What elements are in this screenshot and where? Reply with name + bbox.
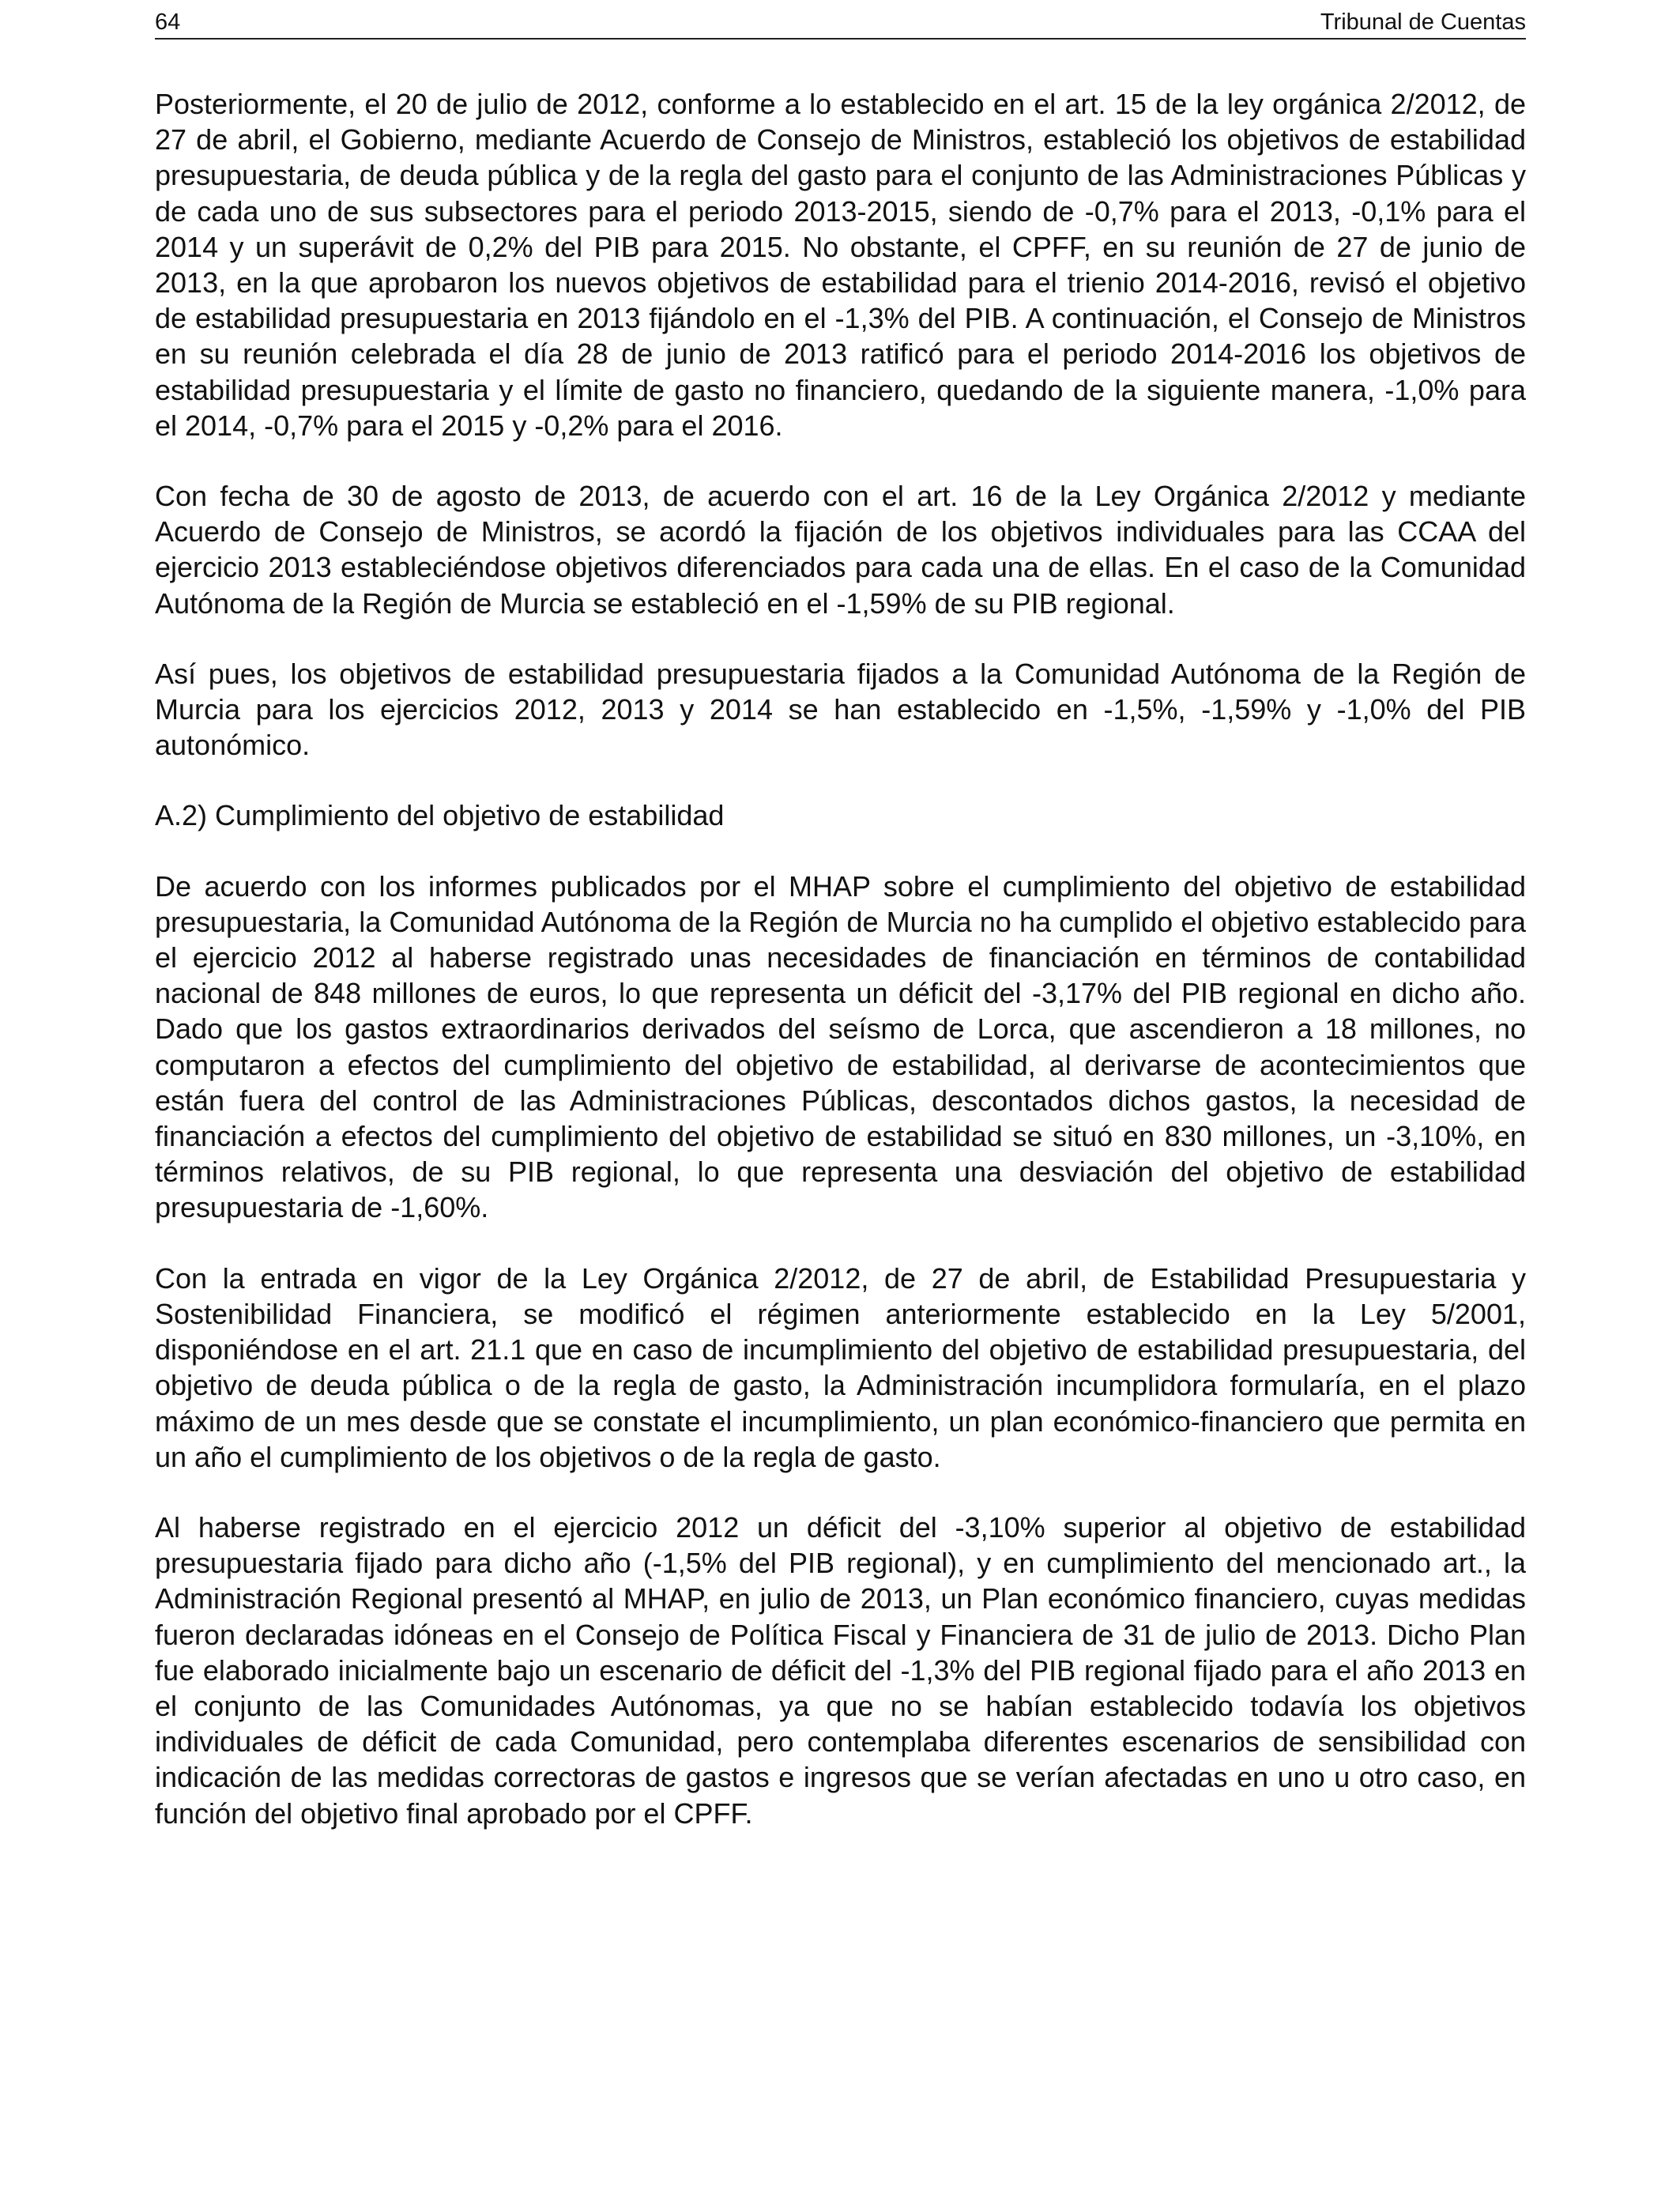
header-title: Tribunal de Cuentas xyxy=(1320,9,1526,35)
page-number: 64 xyxy=(155,9,181,35)
paragraph-economic-plan: Al haberse registrado en el ejercicio 2012 un déficit del -3,10% superior al objetivo de estabilidad presupuestaria fijado para dicho año (-1,5% del PIB regional), y en cumplimiento del mencionado art., la Administración Regional presentó al MHAP, en julio de 2013, un Plan económico financiero, cuyas medidas fueron declaradas idóneas en el Consejo de Política Fiscal y Financiera de 31 de julio de 2013. Dicho Plan fue elaborado inicialmente bajo un escenario de déficit del -1,3% del PIB regional fijado para el año 2013 en el conjunto de las Comunidades Autónomas, ya que no se habían establecido todavía los objetivos individuales de déficit de cada Comunidad, pero contemplaba diferentes escenarios de sensibilidad con indicación de las medidas correctoras de gastos e ingresos que se verían afectadas en uno u otro caso, en función del objetivo final aprobado por el CPFF. xyxy=(155,1510,1526,1830)
paragraph-organic-law: Con la entrada en vigor de la Ley Orgánica 2/2012, de 27 de abril, de Estabilidad Presupuestaria y Sostenibilidad Financiera, se modificó el régimen anteriormente establecido en la Ley 5/2001, disponiéndose en el art. 21.1 que en caso de incumplimiento del objetivo de estabilidad presupuestaria, del objetivo de deuda pública o de la regla de gasto, la Administración incumplidora formularía, en el plazo máximo de un mes desde que se constate el incumplimiento, un plan económico-financiero que permita en un año el cumplimiento de los objetivos o de la regla de gasto. xyxy=(155,1261,1526,1473)
paragraph-individual-objectives: Con fecha de 30 de agosto de 2013, de acuerdo con el art. 16 de la Ley Orgánica 2/2012 y mediante Acuerdo de Consejo de Ministros, se acordó la fijación de los objetivos individuales para las CCAA del ejercicio 2013 estableciéndose objetivos diferenciados para cada una de ellas. En el caso de la Comunidad Autónoma de la Región de Murcia se estableció en el -1,59% de su PIB regional. xyxy=(155,480,1526,620)
paragraph-compliance-report: De acuerdo con los informes publicados por el MHAP sobre el cumplimiento del objetivo de estabilidad presupuestaria, la Comunidad Autónoma de la Región de Murcia no ha cumplido el objetivo establecido para el ejercicio 2012 al haberse registrado unas necesidades de financiación en términos de contabilidad nacional de 848 millones de euros, lo que representa un déficit del -3,17% del PIB regional en dicho año. Dado que los gastos extraordinarios derivados del seísmo de Lorca, que ascendieron a 18 millones, no computaron a efectos del cumplimiento del objetivo de estabilidad, al derivarse de acontecimientos que están fuera del control de las Administraciones Públicas, descontados dichos gastos, la necesidad de financiación a efectos del cumplimiento del objetivo de estabilidad se situó en 830 millones, un -3,10%, en términos relativos, de su PIB regional, lo que representa una desviación del objetivo de estabilidad presupuestaria de -1,60%. xyxy=(155,869,1526,1224)
page-header xyxy=(155,8,1526,40)
paragraph-objectives-2013-2016: Posteriormente, el 20 de julio de 2012, conforme a lo establecido en el art. 15 de la ley orgánica 2/2012, de 27 de abril, el Gobierno, mediante Acuerdo de Consejo de Ministros, estableció los objetivos de estabilidad presupuestaria, de deuda pública y de la regla del gasto para el conjunto de las Administraciones Públicas y de cada uno de sus subsectores para el periodo 2013-2015, siendo de -0,7% para el 2013, -0,1% para el 2014 y un superávit de 0,2% del PIB para 2015. No obstante, el CPFF, en su reunión de 27 de junio de 2013, en la que aprobaron los nuevos objetivos de estabilidad para el trienio 2014-2016, revisó el objetivo de estabilidad presupuestaria en 2013 fijándolo en el -1,3% del PIB. A continuación, el Consejo de Ministros en su reunión celebrada el día 28 de junio de 2013 ratificó para el periodo 2014-2016 los objetivos de estabilidad presupuestaria y el límite de gasto no financiero, quedando de la siguiente manera, -1,0% para el 2014, -0,7% para el 2015 y -0,2% para el 2016. xyxy=(155,88,1526,442)
document-body xyxy=(155,86,1526,1866)
paragraph-murcia-objectives: Así pues, los objetivos de estabilidad presupuestaria fijados a la Comunidad Autónoma de la Región de Murcia para los ejercicios 2012, 2013 y 2014 se han establecido en -1,5%, -1,59% y -1,0% del PIB autonómico. xyxy=(155,657,1526,762)
section-heading: A.2) Cumplimiento del objetivo de estabilidad xyxy=(155,799,725,832)
